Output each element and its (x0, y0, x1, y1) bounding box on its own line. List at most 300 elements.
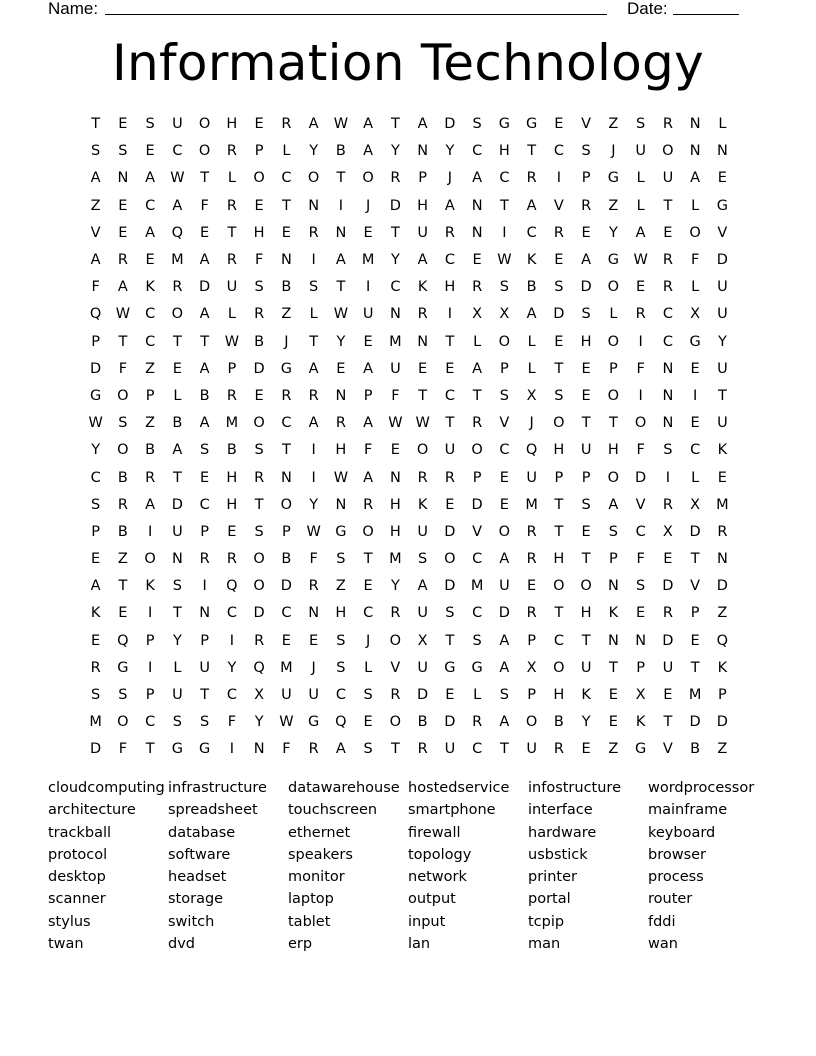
grid-letter[interactable]: W (497, 252, 512, 269)
grid-letter[interactable]: K (417, 496, 428, 513)
grid-letter[interactable]: L (691, 279, 700, 296)
grid-letter[interactable]: S (472, 116, 482, 133)
grid-letter[interactable]: H (335, 605, 347, 622)
grid-letter[interactable]: W (333, 469, 349, 486)
grid-letter[interactable]: E (336, 360, 346, 377)
grid-letter[interactable]: C (335, 687, 346, 704)
grid-letter[interactable]: G (117, 659, 129, 676)
grid-letter[interactable]: X (254, 687, 265, 704)
grid-letter[interactable]: R (226, 387, 237, 404)
grid-letter[interactable]: T (663, 197, 673, 214)
grid-letter[interactable]: T (554, 605, 564, 622)
grid-letter[interactable]: E (172, 360, 182, 377)
grid-letter[interactable]: R (363, 496, 374, 513)
grid-letter[interactable]: W (279, 714, 294, 731)
grid-letter[interactable]: U (580, 659, 592, 676)
grid-letter[interactable]: Q (226, 578, 238, 595)
grid-letter[interactable]: N (689, 143, 701, 160)
grid-letter[interactable]: U (199, 659, 210, 676)
grid-letter[interactable]: D (253, 605, 265, 622)
grid-letter[interactable]: B (690, 741, 701, 758)
grid-letter[interactable]: G (607, 170, 619, 187)
grid-letter[interactable]: R (417, 469, 428, 486)
grid-letter[interactable]: E (690, 415, 700, 432)
grid-letter[interactable]: N (417, 143, 429, 160)
grid-letter[interactable]: A (335, 252, 346, 269)
grid-letter[interactable]: X (690, 306, 701, 323)
grid-letter[interactable]: I (311, 442, 316, 459)
grid-letter[interactable]: K (417, 279, 428, 296)
grid-letter[interactable]: T (499, 197, 509, 214)
grid-letter[interactable]: R (335, 415, 346, 432)
grid-letter[interactable]: O (198, 116, 211, 133)
grid-letter[interactable]: E (91, 632, 101, 649)
grid-letter[interactable]: D (444, 714, 456, 731)
grid-letter[interactable]: A (363, 415, 374, 432)
grid-letter[interactable]: E (145, 143, 155, 160)
grid-letter[interactable]: H (444, 279, 456, 296)
grid-letter[interactable]: E (554, 252, 564, 269)
grid-letter[interactable]: R (390, 605, 401, 622)
grid-letter[interactable]: K (717, 442, 728, 459)
grid-letter[interactable]: W (115, 306, 131, 323)
grid-letter[interactable]: S (91, 143, 101, 160)
grid-letter[interactable]: U (417, 523, 428, 540)
grid-letter[interactable]: Y (390, 578, 400, 595)
grid-letter[interactable]: O (117, 714, 129, 731)
grid-letter[interactable]: I (311, 252, 316, 269)
grid-letter[interactable]: V (553, 197, 564, 214)
grid-letter[interactable]: D (444, 523, 456, 540)
grid-letter[interactable]: U (281, 687, 292, 704)
grid-letter[interactable]: E (472, 252, 482, 269)
grid-letter[interactable]: X (417, 632, 428, 649)
grid-letter[interactable]: I (311, 469, 316, 486)
grid-letter[interactable]: I (229, 632, 235, 649)
grid-letter[interactable]: O (362, 523, 374, 540)
grid-letter[interactable]: O (662, 143, 674, 160)
grid-letter[interactable]: W (88, 415, 103, 432)
grid-letter[interactable]: G (526, 116, 538, 133)
grid-letter[interactable]: E (363, 714, 373, 731)
grid-letter[interactable]: L (691, 197, 700, 214)
grid-letter[interactable]: N (471, 224, 483, 241)
grid-letter[interactable]: P (145, 632, 155, 649)
grid-letter[interactable]: S (499, 687, 509, 704)
grid-letter[interactable]: A (308, 116, 319, 133)
grid-letter[interactable]: O (553, 415, 565, 432)
grid-letter[interactable]: F (636, 551, 645, 568)
grid-letter[interactable]: W (333, 116, 349, 133)
grid-letter[interactable]: W (388, 415, 403, 432)
grid-letter[interactable]: E (608, 714, 618, 731)
grid-letter[interactable]: R (662, 116, 673, 133)
grid-letter[interactable]: A (472, 170, 483, 187)
grid-letter[interactable]: R (472, 279, 483, 296)
grid-letter[interactable]: Q (335, 714, 347, 731)
grid-letter[interactable]: C (553, 632, 564, 649)
grid-letter[interactable]: S (254, 523, 264, 540)
grid-letter[interactable]: F (636, 442, 645, 459)
grid-letter[interactable]: R (417, 741, 428, 758)
grid-letter[interactable]: F (254, 252, 264, 269)
grid-letter[interactable]: R (254, 469, 265, 486)
grid-letter[interactable]: P (581, 469, 591, 486)
grid-letter[interactable]: F (690, 252, 700, 269)
grid-letter[interactable]: B (117, 469, 128, 486)
grid-letter[interactable]: E (200, 469, 210, 486)
grid-letter[interactable]: A (635, 224, 646, 241)
grid-letter[interactable]: H (335, 442, 347, 459)
grid-letter[interactable]: Y (254, 714, 264, 731)
grid-letter[interactable]: T (172, 333, 182, 350)
grid-letter[interactable]: S (445, 605, 455, 622)
grid-letter[interactable]: D (199, 279, 211, 296)
grid-letter[interactable]: P (200, 632, 209, 649)
grid-letter[interactable]: D (498, 605, 510, 622)
grid-letter[interactable]: K (635, 714, 646, 731)
grid-letter[interactable]: E (91, 551, 101, 568)
grid-letter[interactable]: U (526, 741, 537, 758)
grid-letter[interactable]: I (638, 387, 643, 404)
grid-letter[interactable]: G (635, 741, 647, 758)
grid-letter[interactable]: L (609, 306, 618, 323)
grid-letter[interactable]: C (226, 605, 237, 622)
grid-letter[interactable]: G (716, 197, 728, 214)
grid-letter[interactable]: H (553, 687, 565, 704)
grid-letter[interactable]: T (445, 333, 455, 350)
grid-letter[interactable]: V (581, 116, 592, 133)
grid-letter[interactable]: F (363, 442, 373, 459)
grid-letter[interactable]: H (417, 197, 429, 214)
grid-letter[interactable]: B (199, 387, 210, 404)
grid-letter[interactable]: E (363, 333, 373, 350)
grid-letter[interactable]: H (498, 143, 510, 160)
grid-letter[interactable]: O (607, 279, 620, 296)
grid-letter[interactable]: F (200, 197, 209, 214)
grid-letter[interactable]: D (716, 714, 728, 731)
grid-letter[interactable]: Z (608, 197, 619, 214)
grid-letter[interactable]: S (172, 578, 182, 595)
grid-letter[interactable]: N (607, 578, 619, 595)
grid-letter[interactable]: P (91, 333, 100, 350)
grid-letter[interactable]: D (90, 360, 102, 377)
grid-letter[interactable]: O (117, 387, 129, 404)
grid-letter[interactable]: Y (309, 496, 319, 513)
grid-letter[interactable]: E (663, 687, 673, 704)
grid-letter[interactable]: E (554, 333, 564, 350)
grid-letter[interactable]: D (580, 279, 592, 296)
grid-letter[interactable]: X (635, 687, 646, 704)
grid-letter[interactable]: N (199, 605, 211, 622)
grid-letter[interactable]: P (282, 523, 291, 540)
grid-letter[interactable]: C (444, 387, 455, 404)
grid-letter[interactable]: G (335, 523, 347, 540)
grid-letter[interactable]: U (417, 659, 428, 676)
grid-letter[interactable]: C (281, 415, 292, 432)
grid-letter[interactable]: Z (90, 197, 101, 214)
grid-letter[interactable]: N (389, 306, 401, 323)
grid-letter[interactable]: P (609, 360, 618, 377)
grid-letter[interactable]: N (662, 415, 674, 432)
grid-letter[interactable]: O (253, 551, 265, 568)
grid-letter[interactable]: G (90, 387, 102, 404)
grid-letter[interactable]: X (526, 387, 537, 404)
grid-letter[interactable]: Z (717, 741, 728, 758)
grid-letter[interactable]: Q (171, 224, 184, 241)
grid-letter[interactable]: C (172, 143, 183, 160)
grid-letter[interactable]: A (417, 116, 428, 133)
grid-letter[interactable]: E (581, 741, 591, 758)
grid-letter[interactable]: O (416, 442, 429, 459)
grid-letter[interactable]: A (199, 415, 210, 432)
grid-letter[interactable]: S (581, 306, 591, 323)
grid-letter[interactable]: P (254, 143, 264, 160)
grid-letter[interactable]: E (363, 224, 373, 241)
grid-letter[interactable]: O (471, 442, 483, 459)
grid-letter[interactable]: O (253, 578, 265, 595)
grid-letter[interactable]: R (526, 523, 537, 540)
grid-letter[interactable]: U (444, 741, 456, 758)
grid-letter[interactable]: C (690, 442, 701, 459)
grid-letter[interactable]: W (170, 170, 185, 187)
grid-letter[interactable]: E (636, 605, 646, 622)
grid-letter[interactable]: C (472, 143, 483, 160)
grid-letter[interactable]: A (608, 496, 619, 513)
grid-letter[interactable]: E (118, 224, 128, 241)
grid-letter[interactable]: T (554, 360, 564, 377)
grid-letter[interactable]: I (665, 469, 671, 486)
grid-letter[interactable]: C (662, 333, 673, 350)
grid-letter[interactable]: A (199, 306, 210, 323)
grid-letter[interactable]: P (554, 469, 564, 486)
grid-letter[interactable]: O (525, 714, 538, 731)
grid-letter[interactable]: G (689, 333, 701, 350)
grid-letter[interactable]: Z (145, 360, 156, 377)
grid-letter[interactable]: E (717, 170, 727, 187)
grid-letter[interactable]: T (445, 632, 455, 649)
grid-letter[interactable]: Y (309, 143, 319, 160)
grid-letter[interactable]: A (472, 360, 483, 377)
grid-letter[interactable]: T (608, 415, 618, 432)
grid-letter[interactable]: L (309, 306, 318, 323)
grid-letter[interactable]: E (581, 523, 591, 540)
grid-letter[interactable]: N (171, 551, 183, 568)
grid-letter[interactable]: O (362, 170, 374, 187)
grid-letter[interactable]: I (365, 279, 371, 296)
grid-letter[interactable]: U (580, 442, 592, 459)
grid-letter[interactable]: N (417, 333, 429, 350)
grid-letter[interactable]: A (145, 224, 156, 241)
grid-letter[interactable]: E (690, 360, 700, 377)
grid-letter[interactable]: E (663, 551, 673, 568)
grid-letter[interactable]: T (554, 523, 564, 540)
grid-letter[interactable]: C (499, 442, 510, 459)
grid-letter[interactable]: S (636, 578, 646, 595)
grid-letter[interactable]: D (389, 197, 401, 214)
grid-letter[interactable]: T (281, 197, 291, 214)
grid-letter[interactable]: R (145, 469, 156, 486)
grid-letter[interactable]: R (172, 279, 183, 296)
grid-letter[interactable]: S (554, 279, 564, 296)
grid-letter[interactable]: T (172, 469, 182, 486)
grid-letter[interactable]: Z (717, 605, 728, 622)
grid-letter[interactable]: P (500, 360, 509, 377)
grid-letter[interactable]: P (718, 687, 727, 704)
grid-letter[interactable]: I (229, 741, 235, 758)
grid-letter[interactable]: A (526, 197, 537, 214)
grid-letter[interactable]: L (527, 360, 536, 377)
grid-letter[interactable]: T (336, 170, 346, 187)
grid-letter[interactable]: T (172, 605, 182, 622)
grid-letter[interactable]: O (253, 415, 265, 432)
grid-letter[interactable]: T (581, 551, 591, 568)
grid-letter[interactable]: G (471, 659, 483, 676)
grid-letter[interactable]: O (498, 523, 511, 540)
grid-letter[interactable]: D (417, 687, 429, 704)
grid-letter[interactable]: V (499, 415, 510, 432)
grid-letter[interactable]: O (280, 496, 293, 513)
grid-letter[interactable]: A (417, 578, 428, 595)
grid-letter[interactable]: A (363, 469, 374, 486)
grid-letter[interactable]: K (526, 252, 537, 269)
grid-letter[interactable]: D (716, 578, 728, 595)
grid-letter[interactable]: K (145, 578, 155, 595)
grid-letter[interactable]: H (553, 442, 565, 459)
grid-letter[interactable]: M (389, 551, 402, 568)
grid-letter[interactable]: L (527, 333, 536, 350)
grid-letter[interactable]: O (498, 333, 511, 350)
grid-letter[interactable]: T (472, 387, 482, 404)
grid-letter[interactable]: U (717, 279, 728, 296)
grid-letter[interactable]: C (145, 714, 156, 731)
grid-letter[interactable]: T (445, 415, 455, 432)
grid-letter[interactable]: E (527, 578, 537, 595)
grid-letter[interactable]: T (91, 116, 101, 133)
grid-letter[interactable]: Y (445, 143, 455, 160)
grid-letter[interactable]: S (608, 523, 618, 540)
grid-letter[interactable]: B (281, 279, 292, 296)
grid-letter[interactable]: R (390, 170, 401, 187)
grid-letter[interactable]: T (717, 387, 727, 404)
grid-letter[interactable]: A (308, 415, 319, 432)
grid-letter[interactable]: L (636, 170, 645, 187)
grid-letter[interactable]: R (662, 252, 673, 269)
grid-letter[interactable]: D (90, 741, 102, 758)
grid-letter[interactable]: P (363, 387, 373, 404)
grid-letter[interactable]: T (499, 741, 509, 758)
grid-letter[interactable]: E (581, 224, 591, 241)
grid-letter[interactable]: S (663, 442, 673, 459)
grid-letter[interactable]: R (472, 415, 483, 432)
grid-letter[interactable]: P (145, 387, 155, 404)
grid-letter[interactable]: F (309, 551, 318, 568)
grid-letter[interactable]: N (662, 360, 674, 377)
grid-letter[interactable]: K (717, 659, 728, 676)
grid-letter[interactable]: G (280, 360, 292, 377)
grid-letter[interactable]: E (254, 387, 264, 404)
grid-letter[interactable]: T (554, 496, 564, 513)
grid-letter[interactable]: I (447, 306, 453, 323)
grid-letter[interactable]: R (553, 741, 564, 758)
grid-letter[interactable]: P (418, 170, 427, 187)
grid-letter[interactable]: S (499, 279, 509, 296)
grid-letter[interactable]: T (418, 387, 428, 404)
grid-letter[interactable]: N (716, 143, 728, 160)
grid-letter[interactable]: S (581, 143, 591, 160)
grid-letter[interactable]: T (118, 333, 128, 350)
grid-letter[interactable]: L (473, 687, 482, 704)
grid-letter[interactable]: V (90, 224, 101, 241)
grid-letter[interactable]: L (173, 659, 182, 676)
grid-letter[interactable]: S (254, 279, 264, 296)
grid-letter[interactable]: G (444, 659, 456, 676)
grid-letter[interactable]: S (472, 632, 482, 649)
grid-letter[interactable]: C (90, 469, 101, 486)
grid-letter[interactable]: E (445, 687, 455, 704)
grid-letter[interactable]: Y (336, 333, 346, 350)
grid-letter[interactable]: R (308, 578, 319, 595)
grid-letter[interactable]: H (553, 551, 565, 568)
grid-letter[interactable]: V (662, 741, 673, 758)
grid-letter[interactable]: D (553, 306, 565, 323)
grid-letter[interactable]: N (662, 387, 674, 404)
grid-letter[interactable]: A (363, 143, 374, 160)
grid-letter[interactable]: G (171, 741, 183, 758)
grid-letter[interactable]: R (308, 224, 319, 241)
grid-letter[interactable]: I (556, 170, 562, 187)
grid-letter[interactable]: C (363, 605, 374, 622)
grid-letter[interactable]: J (311, 659, 316, 676)
grid-letter[interactable]: S (200, 442, 210, 459)
grid-letter[interactable]: P (527, 632, 536, 649)
grid-letter[interactable]: S (118, 143, 128, 160)
grid-letter[interactable]: G (498, 116, 510, 133)
grid-letter[interactable]: M (716, 496, 729, 513)
grid-letter[interactable]: C (472, 741, 483, 758)
grid-letter[interactable]: R (390, 687, 401, 704)
grid-letter[interactable]: Q (117, 632, 129, 649)
grid-letter[interactable]: H (226, 496, 238, 513)
grid-letter[interactable]: I (202, 578, 207, 595)
grid-letter[interactable]: T (527, 143, 537, 160)
grid-letter[interactable]: B (254, 333, 265, 350)
grid-letter[interactable]: R (281, 387, 292, 404)
grid-letter[interactable]: S (363, 741, 373, 758)
grid-letter[interactable]: A (581, 252, 592, 269)
grid-letter[interactable]: M (470, 578, 484, 595)
grid-letter[interactable]: R (226, 197, 237, 214)
grid-letter[interactable]: P (581, 170, 591, 187)
grid-letter[interactable]: V (717, 224, 728, 241)
grid-letter[interactable]: R (308, 387, 319, 404)
grid-letter[interactable]: A (145, 170, 156, 187)
grid-letter[interactable]: J (611, 143, 616, 160)
grid-letter[interactable]: H (389, 496, 401, 513)
grid-letter[interactable]: B (145, 442, 156, 459)
grid-letter[interactable]: B (226, 442, 237, 459)
grid-letter[interactable]: F (91, 279, 100, 296)
grid-letter[interactable]: U (635, 143, 646, 160)
grid-letter[interactable]: F (118, 741, 128, 758)
grid-letter[interactable]: D (444, 578, 456, 595)
grid-letter[interactable]: Z (145, 415, 156, 432)
grid-letter[interactable]: D (689, 523, 701, 540)
grid-letter[interactable]: C (662, 306, 673, 323)
grid-letter[interactable]: P (636, 659, 645, 676)
grid-letter[interactable]: U (662, 170, 674, 187)
grid-letter[interactable]: E (554, 116, 564, 133)
